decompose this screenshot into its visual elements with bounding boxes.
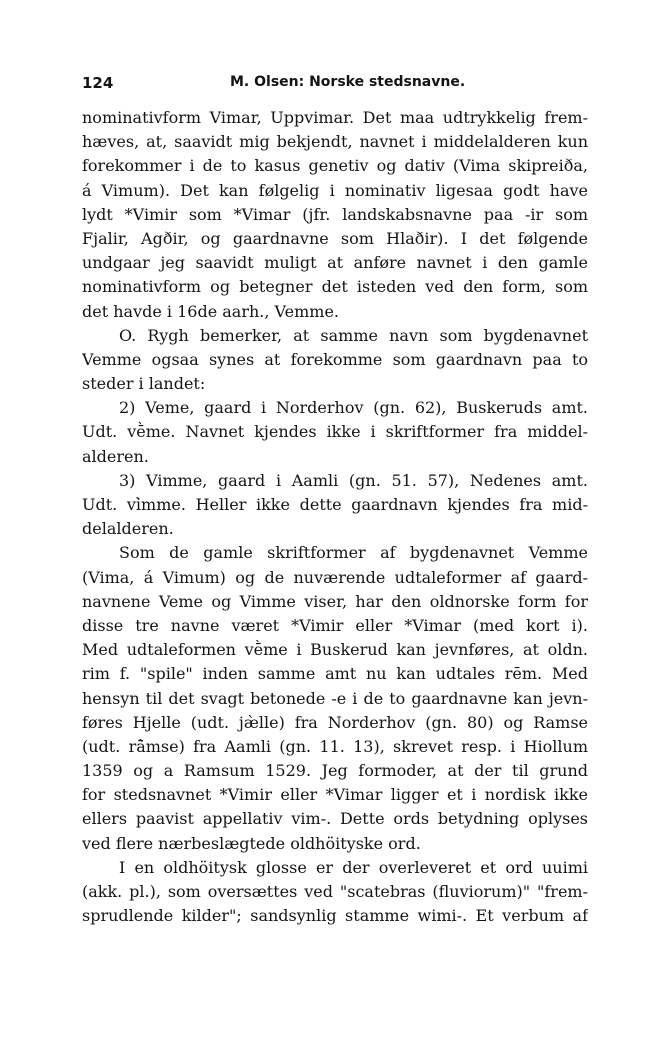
- text-line: for stedsnavnet *Vimir eller *Vimar ligger et i nordisk ikke: [82, 785, 588, 805]
- page-header: [82, 74, 588, 96]
- text-line: hensyn til det svagt betonede -e i de to gaardnavne kan jevn-: [82, 688, 588, 708]
- text-line: Med udtaleformen vḕme i Buskerud kan jevnføres, at oldn.: [82, 640, 588, 660]
- text-line: I en oldhöitysk glosse er der overleveret et ord uuimi: [119, 857, 588, 877]
- text-line: delalderen.: [82, 519, 174, 539]
- text-line: undgaar jeg saavidt muligt at anføre navnet i den gamle: [82, 253, 588, 273]
- text-line: ellers paavist appellativ vim-. Dette ords betydning oplyses: [82, 809, 588, 829]
- text-line: Som de gamle skriftformer af bygdenavnet Vemme: [119, 543, 588, 563]
- body-text: [82, 106, 588, 928]
- text-line: steder i landet:: [82, 374, 206, 394]
- text-line: det havde i 16de aarh., Vemme.: [82, 301, 340, 321]
- text-line: Udt. vḕme. Navnet kjendes ikke i skriftformer fra middel-: [82, 422, 588, 442]
- text-line: sprudlende kilder"; sandsynlig stamme wimi-. Et verbum af: [82, 906, 588, 926]
- text-line: nominativform Vimar, Uppvimar. Det maa udtrykkelig frem-: [82, 108, 588, 127]
- text-line: 1359 og a Ramsum 1529. Jeg formoder, at der til grund: [82, 761, 588, 781]
- text-line: 2) Veme, gaard i Norderhov (gn. 62), Buskeruds amt.: [119, 398, 588, 418]
- text-line: disse tre navne været *Vimir eller *Vimar (med kort i).: [82, 615, 588, 635]
- text-line: Vemme ogsaa synes at forekomme som gaardnavn paa to: [82, 349, 588, 369]
- text-line: alderen.: [82, 446, 149, 466]
- text-line: nominativform og betegner det isteden ved den form, som: [82, 277, 588, 297]
- running-title: M. Olsen: Norske stedsnavne.: [230, 74, 466, 90]
- text-line: forekommer i de to kasus genetiv og dativ (Vima skipreiða,: [82, 156, 588, 176]
- text-line: á Vimum). Det kan følgelig i nominativ ligesaa godt have: [82, 180, 588, 200]
- text-line: hæves, at, saavidt mig bekjendt, navnet i middelalderen kun: [82, 132, 588, 152]
- text-line: (akk. pl.), som oversættes ved "scatebras (fluviorum)" "frem-: [82, 882, 588, 901]
- text-line: (Vima, á Vimum) og de nuværende udtaleformer af gaard-: [82, 567, 588, 587]
- text-line: Fjalir, Agðir, og gaardnavne som Hlaðir). I det følgende: [82, 228, 588, 248]
- text-line: føres Hjelle (udt. jæ̀lle) fra Norderhov (gn. 80) og Ramse: [82, 712, 588, 732]
- text-line: ved flere nærbeslægtede oldhöityske ord.: [82, 833, 421, 853]
- text-line: Udt. vi̇̀mme. Heller ikke dette gaardnavn kjendes fra mid-: [82, 495, 588, 514]
- text-line: navnene Veme og Vimme viser, har den oldnorske form for: [82, 591, 588, 611]
- page-number: 124: [82, 74, 114, 92]
- text-line: O. Rygh bemerker, at samme navn som bygdenavnet: [119, 325, 588, 345]
- text-line: lydt *Vimir som *Vimar (jfr. landskabsnavne paa -ir som: [82, 204, 588, 224]
- text-line: (udt. rā̀mse) fra Aamli (gn. 11. 13), skrevet resp. i Hiollum: [82, 736, 588, 756]
- text-line: 3) Vimme, gaard i Aamli (gn. 51. 57), Nedenes amt.: [119, 470, 588, 490]
- text-line: rim f. "spile" inden samme amt nu kan udtales rēm. Med: [82, 664, 588, 684]
